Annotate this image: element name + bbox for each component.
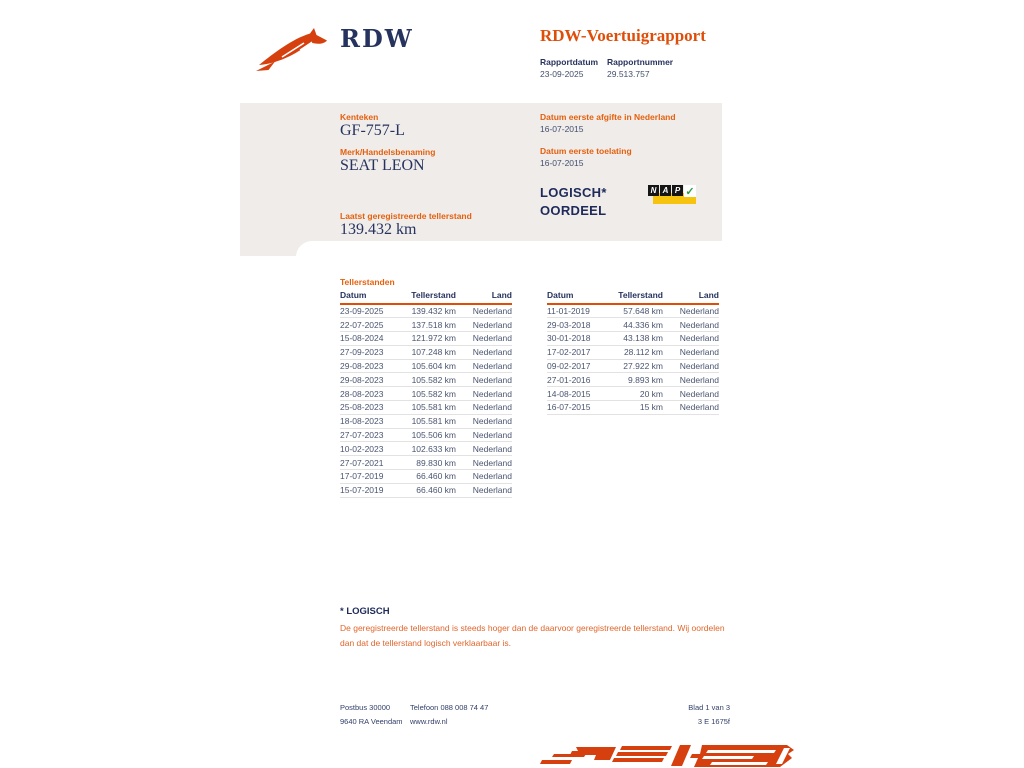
footnote-title: * LOGISCH bbox=[340, 606, 390, 617]
table-cell: 30-01-2018 bbox=[547, 332, 611, 346]
table-cell: 107.248 km bbox=[404, 345, 456, 359]
report-date-value: 23-09-2025 bbox=[540, 69, 584, 79]
report-date-label: Rapportdatum bbox=[540, 57, 599, 67]
nap-letter-a: A bbox=[660, 185, 671, 196]
column-header-tellerstand: Tellerstand bbox=[611, 290, 663, 304]
column-header-datum: Datum bbox=[340, 290, 404, 304]
table-cell: 20 km bbox=[611, 387, 663, 401]
tellerstand-value: 139.432 km bbox=[340, 221, 417, 238]
table-cell: 66.460 km bbox=[404, 483, 456, 497]
table-cell: 89.830 km bbox=[404, 456, 456, 470]
table-cell: Nederland bbox=[663, 359, 719, 373]
table-cell: Nederland bbox=[663, 304, 719, 318]
table-cell: 105.506 km bbox=[404, 428, 456, 442]
table-cell: Nederland bbox=[663, 318, 719, 332]
table-cell: 44.336 km bbox=[611, 318, 663, 332]
table-row bbox=[547, 318, 719, 332]
table-cell: 27-07-2023 bbox=[340, 428, 404, 442]
table-header-row bbox=[547, 290, 719, 304]
table-cell: 57.648 km bbox=[611, 304, 663, 318]
column-header-land: Land bbox=[663, 290, 719, 304]
panel-rounded-notch bbox=[296, 241, 722, 258]
nap-letter-p: P bbox=[672, 185, 683, 196]
nap-checkmark-icon: ✓ bbox=[685, 185, 695, 198]
oordeel-line2: OORDEEL bbox=[540, 203, 607, 218]
table-cell: 23-09-2025 bbox=[340, 304, 404, 318]
report-number-value: 29.513.757 bbox=[607, 69, 650, 79]
nap-logo bbox=[648, 184, 698, 208]
column-header-land: Land bbox=[456, 290, 512, 304]
column-header-tellerstand: Tellerstand bbox=[404, 290, 456, 304]
rdw-stripes-graphic bbox=[540, 738, 802, 768]
table-cell: 29-08-2023 bbox=[340, 373, 404, 387]
table-cell: 105.582 km bbox=[404, 387, 456, 401]
table-cell: Nederland bbox=[663, 373, 719, 387]
table-cell: 27-07-2021 bbox=[340, 456, 404, 470]
table-row bbox=[340, 345, 512, 359]
table-cell: 27.922 km bbox=[611, 359, 663, 373]
table-cell: Nederland bbox=[456, 304, 512, 318]
table-cell: 29-03-2018 bbox=[547, 318, 611, 332]
table-cell: 27-01-2016 bbox=[547, 373, 611, 387]
footer-contact bbox=[410, 701, 488, 729]
table-cell: 66.460 km bbox=[404, 470, 456, 484]
table-cell: Nederland bbox=[456, 332, 512, 346]
meter-table-right bbox=[547, 290, 719, 415]
table-cell: 18-08-2023 bbox=[340, 414, 404, 428]
table-cell: 17-07-2019 bbox=[340, 470, 404, 484]
table-cell: 17-02-2017 bbox=[547, 345, 611, 359]
table-row bbox=[340, 304, 512, 318]
footer-address bbox=[340, 701, 403, 729]
table-row bbox=[547, 304, 719, 318]
table-row bbox=[547, 401, 719, 415]
kenteken-label: Kenteken bbox=[340, 112, 379, 122]
table-cell: 10-02-2023 bbox=[340, 442, 404, 456]
report-number-label: Rapportnummer bbox=[607, 57, 674, 67]
table-row bbox=[340, 387, 512, 401]
table-cell: Nederland bbox=[456, 483, 512, 497]
table-cell: Nederland bbox=[456, 387, 512, 401]
table-row bbox=[340, 373, 512, 387]
table-cell: Nederland bbox=[456, 414, 512, 428]
table-cell: 105.581 km bbox=[404, 414, 456, 428]
table-row bbox=[547, 345, 719, 359]
toelating-value: 16-07-2015 bbox=[540, 158, 584, 168]
table-cell: 43.138 km bbox=[611, 332, 663, 346]
table-cell: 15-07-2019 bbox=[340, 483, 404, 497]
meter-table-left bbox=[340, 290, 512, 498]
table-cell: 9.893 km bbox=[611, 373, 663, 387]
table-cell: 22-07-2025 bbox=[340, 318, 404, 332]
column-header-datum: Datum bbox=[547, 290, 611, 304]
table-cell: Nederland bbox=[663, 387, 719, 401]
nap-letter-n: N bbox=[648, 185, 659, 196]
table-cell: 121.972 km bbox=[404, 332, 456, 346]
afgifte-value: 16-07-2015 bbox=[540, 124, 584, 134]
table-cell: 27-09-2023 bbox=[340, 345, 404, 359]
table-cell: 15 km bbox=[611, 401, 663, 415]
table-cell: 105.581 km bbox=[404, 401, 456, 415]
footer-website[interactable]: www.rdw.nl bbox=[410, 717, 448, 726]
table-cell: Nederland bbox=[456, 442, 512, 456]
table-row bbox=[340, 414, 512, 428]
table-cell: 139.432 km bbox=[404, 304, 456, 318]
footer-page-info bbox=[630, 701, 730, 729]
table-header-row bbox=[340, 290, 512, 304]
table-cell: 25-08-2023 bbox=[340, 401, 404, 415]
table-row bbox=[340, 318, 512, 332]
table-cell: Nederland bbox=[456, 401, 512, 415]
footer-address-line1: Postbus 30000 bbox=[340, 703, 391, 712]
table-cell: Nederland bbox=[663, 401, 719, 415]
tellerstand-label: Laatst geregistreerde tellerstand bbox=[340, 211, 472, 221]
table-cell: 105.604 km bbox=[404, 359, 456, 373]
table-row bbox=[340, 442, 512, 456]
table-row bbox=[340, 470, 512, 484]
kenteken-value: GF-757-L bbox=[340, 122, 405, 139]
meter-table-left-body bbox=[340, 304, 512, 497]
footer-address-line2: 9640 RA Veendam bbox=[340, 717, 403, 726]
table-cell: 102.633 km bbox=[404, 442, 456, 456]
table-cell: 15-08-2024 bbox=[340, 332, 404, 346]
footer-phone: Telefoon 088 008 74 47 bbox=[410, 703, 489, 712]
table-cell: Nederland bbox=[456, 373, 512, 387]
oordeel-verdict bbox=[540, 184, 607, 220]
table-cell: Nederland bbox=[663, 345, 719, 359]
footer-form-code: 3 E 1675f bbox=[697, 717, 730, 726]
table-cell: 137.518 km bbox=[404, 318, 456, 332]
vehicle-summary-panel bbox=[240, 103, 722, 256]
meter-table-right-body bbox=[547, 304, 719, 414]
table-cell: 16-07-2015 bbox=[547, 401, 611, 415]
table-cell: 29-08-2023 bbox=[340, 359, 404, 373]
table-cell: Nederland bbox=[456, 345, 512, 359]
table-row bbox=[340, 401, 512, 415]
table-cell: Nederland bbox=[456, 359, 512, 373]
rdw-wordmark: RDW bbox=[340, 24, 414, 53]
table-row bbox=[340, 332, 512, 346]
table-row bbox=[547, 359, 719, 373]
meter-section-title: Tellerstanden bbox=[340, 277, 395, 287]
merk-label: Merk/Handelsbenaming bbox=[340, 147, 436, 157]
toelating-label: Datum eerste toelating bbox=[540, 146, 632, 156]
merk-value: SEAT LEON bbox=[340, 157, 425, 174]
table-row bbox=[340, 428, 512, 442]
footnote-text: De geregistreerde tellerstand is steeds hoger dan de daarvoor geregistreerde tellerstand. Wij oordelen dan dat de tellerstand logisch verklaarbaar is. bbox=[340, 623, 725, 648]
table-cell: 11-01-2019 bbox=[547, 304, 611, 318]
rdw-wing-icon bbox=[254, 26, 334, 72]
table-cell: 105.582 km bbox=[404, 373, 456, 387]
table-cell: 09-02-2017 bbox=[547, 359, 611, 373]
table-row bbox=[547, 373, 719, 387]
table-cell: Nederland bbox=[456, 470, 512, 484]
table-cell: 28.112 km bbox=[611, 345, 663, 359]
table-row bbox=[340, 456, 512, 470]
table-cell: Nederland bbox=[456, 318, 512, 332]
oordeel-line1: LOGISCH* bbox=[540, 185, 607, 200]
footer-page-number: Blad 1 van 3 bbox=[688, 703, 730, 712]
table-cell: 28-08-2023 bbox=[340, 387, 404, 401]
table-cell: Nederland bbox=[663, 332, 719, 346]
afgifte-label: Datum eerste afgifte in Nederland bbox=[540, 112, 676, 122]
page-title: RDW-Voertuigrapport bbox=[540, 26, 706, 45]
table-row bbox=[340, 359, 512, 373]
table-row bbox=[547, 332, 719, 346]
table-cell: Nederland bbox=[456, 456, 512, 470]
table-row bbox=[547, 387, 719, 401]
table-cell: 14-08-2015 bbox=[547, 387, 611, 401]
table-cell: Nederland bbox=[456, 428, 512, 442]
table-row bbox=[340, 483, 512, 497]
